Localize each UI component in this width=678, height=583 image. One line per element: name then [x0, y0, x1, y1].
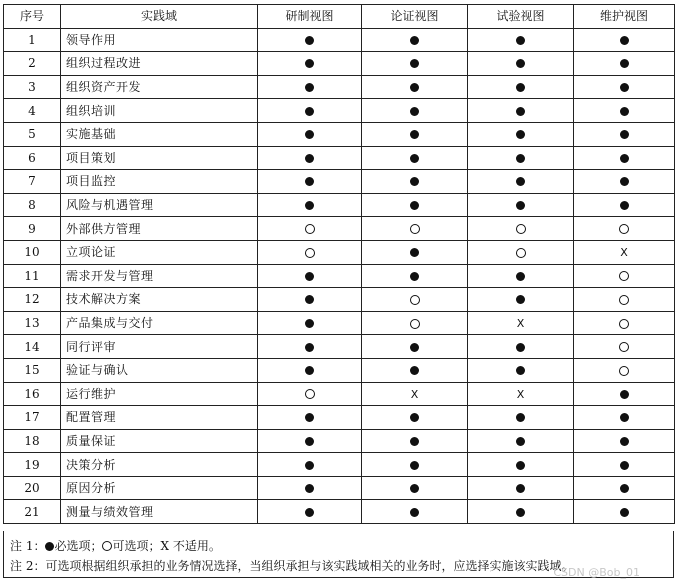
- required-mark-icon: [410, 130, 419, 139]
- mark-cell: [574, 170, 675, 194]
- required-mark-icon: [305, 484, 314, 493]
- required-mark-icon: [410, 461, 419, 470]
- not-applicable-mark: X: [620, 246, 628, 260]
- mark-cell: [258, 311, 362, 335]
- mark-cell: [258, 75, 362, 99]
- not-applicable-mark: X: [410, 387, 419, 401]
- optional-mark-icon: [619, 319, 629, 329]
- mark-cell: [468, 99, 574, 123]
- mark-cell: [468, 240, 574, 264]
- required-mark-icon: [410, 107, 419, 116]
- row-number: 11: [4, 264, 61, 288]
- required-mark-icon: [305, 177, 314, 186]
- table-row: [4, 264, 675, 288]
- required-mark-icon: [516, 36, 525, 45]
- optional-mark-icon: [619, 295, 629, 305]
- mark-cell: [574, 358, 675, 382]
- row-number: 6: [4, 146, 61, 170]
- mark-cell: [258, 193, 362, 217]
- mark-cell: [574, 240, 675, 264]
- practice-domain-name: 组织过程改进: [61, 52, 258, 76]
- optional-mark-icon: [516, 248, 526, 258]
- mark-cell: [258, 122, 362, 146]
- practice-domain-table: [3, 4, 675, 524]
- watermark: CSDN @Bob_01: [553, 566, 640, 579]
- mark-cell: [258, 288, 362, 312]
- required-mark-icon: [620, 177, 629, 186]
- mark-cell: [258, 406, 362, 430]
- mark-cell: [468, 170, 574, 194]
- required-mark-icon: [410, 177, 419, 186]
- required-mark-icon: [410, 484, 419, 493]
- row-number: 21: [4, 500, 61, 524]
- table-row: [4, 476, 675, 500]
- required-mark-icon: [620, 59, 629, 68]
- table-row: [4, 193, 675, 217]
- practice-domain-name: 同行评审: [61, 335, 258, 359]
- mark-cell: [362, 146, 468, 170]
- required-mark-icon: [516, 59, 525, 68]
- table-row: [4, 335, 675, 359]
- mark-cell: [574, 311, 675, 335]
- optional-mark-icon: [410, 295, 420, 305]
- required-mark-icon: [305, 59, 314, 68]
- mark-cell: [362, 52, 468, 76]
- practice-domain-name: 技术解决方案: [61, 288, 258, 312]
- mark-cell: [362, 335, 468, 359]
- required-mark-icon: [410, 437, 419, 446]
- mark-cell: [574, 146, 675, 170]
- row-number: 7: [4, 170, 61, 194]
- required-mark-icon: [516, 366, 525, 375]
- mark-cell: [468, 193, 574, 217]
- optional-mark-icon: [102, 541, 112, 551]
- required-mark-icon: [305, 107, 314, 116]
- required-mark-icon: [516, 83, 525, 92]
- mark-cell: [574, 453, 675, 477]
- mark-cell: [468, 264, 574, 288]
- table-row: [4, 406, 675, 430]
- mark-cell: [362, 170, 468, 194]
- optional-mark-icon: [305, 248, 315, 258]
- mark-cell: [468, 335, 574, 359]
- mark-cell: [362, 429, 468, 453]
- practice-domain-name: 风险与机遇管理: [61, 193, 258, 217]
- row-number: 2: [4, 52, 61, 76]
- row-number: 1: [4, 28, 61, 52]
- header-dev-view: 研制视图: [258, 5, 362, 29]
- table-row: [4, 146, 675, 170]
- required-mark-icon: [305, 154, 314, 163]
- required-mark-icon: [516, 154, 525, 163]
- practice-domain-name: 运行维护: [61, 382, 258, 406]
- mark-cell: [574, 406, 675, 430]
- header-maint-view: 维护视图: [574, 5, 675, 29]
- practice-domain-name: 外部供方管理: [61, 217, 258, 241]
- mark-cell: [362, 500, 468, 524]
- practice-domain-name: 需求开发与管理: [61, 264, 258, 288]
- row-number: 5: [4, 122, 61, 146]
- mark-cell: [468, 146, 574, 170]
- mark-cell: [362, 217, 468, 241]
- required-mark-icon: [620, 201, 629, 210]
- required-mark-icon: [305, 83, 314, 92]
- row-number: 12: [4, 288, 61, 312]
- required-mark-icon: [410, 36, 419, 45]
- mark-cell: [258, 28, 362, 52]
- mark-cell: [362, 382, 468, 406]
- optional-mark-icon: [305, 224, 315, 234]
- note-1-optional: 可选项；X 不适用。: [112, 539, 221, 553]
- mark-cell: [258, 358, 362, 382]
- required-mark-icon: [620, 390, 629, 399]
- required-mark-icon: [620, 437, 629, 446]
- required-mark-icon: [516, 177, 525, 186]
- required-mark-icon: [410, 413, 419, 422]
- mark-cell: [468, 288, 574, 312]
- practice-domain-name: 质量保证: [61, 429, 258, 453]
- mark-cell: [362, 453, 468, 477]
- required-mark-icon: [516, 295, 525, 304]
- required-mark-icon: [410, 343, 419, 352]
- required-mark-icon: [620, 83, 629, 92]
- required-mark-icon: [516, 508, 525, 517]
- optional-mark-icon: [619, 342, 629, 352]
- required-mark-icon: [620, 508, 629, 517]
- required-mark-icon: [516, 201, 525, 210]
- mark-cell: [468, 500, 574, 524]
- mark-cell: [258, 264, 362, 288]
- mark-cell: [468, 476, 574, 500]
- row-number: 3: [4, 75, 61, 99]
- practice-domain-name: 立项论证: [61, 240, 258, 264]
- row-number: 17: [4, 406, 61, 430]
- mark-cell: [258, 453, 362, 477]
- mark-cell: [362, 99, 468, 123]
- required-mark-icon: [305, 295, 314, 304]
- required-mark-icon: [410, 83, 419, 92]
- required-mark-icon: [620, 154, 629, 163]
- practice-domain-name: 领导作用: [61, 28, 258, 52]
- mark-cell: [362, 358, 468, 382]
- table-row: [4, 240, 675, 264]
- required-mark-icon: [620, 461, 629, 470]
- mark-cell: [258, 476, 362, 500]
- mark-cell: [258, 335, 362, 359]
- mark-cell: [362, 122, 468, 146]
- mark-cell: [574, 217, 675, 241]
- table-row: [4, 453, 675, 477]
- table-row: [4, 122, 675, 146]
- required-mark-icon: [410, 366, 419, 375]
- required-mark-icon: [516, 107, 525, 116]
- mark-cell: [574, 75, 675, 99]
- mark-cell: [574, 335, 675, 359]
- mark-cell: [362, 288, 468, 312]
- row-number: 8: [4, 193, 61, 217]
- mark-cell: [258, 429, 362, 453]
- practice-domain-name: 项目监控: [61, 170, 258, 194]
- required-mark-icon: [305, 130, 314, 139]
- mark-cell: [468, 122, 574, 146]
- required-mark-icon: [516, 461, 525, 470]
- table-row: [4, 429, 675, 453]
- practice-domain-name: 测量与绩效管理: [61, 500, 258, 524]
- table-row: [4, 170, 675, 194]
- mark-cell: [574, 429, 675, 453]
- mark-cell: [574, 500, 675, 524]
- practice-domain-name: 组织资产开发: [61, 75, 258, 99]
- header-row: [4, 5, 675, 29]
- optional-mark-icon: [305, 389, 315, 399]
- required-mark-icon: [620, 413, 629, 422]
- table-row: [4, 217, 675, 241]
- note-1-required: 必选项；: [54, 539, 103, 553]
- required-mark-icon: [516, 437, 525, 446]
- required-mark-icon: [516, 272, 525, 281]
- mark-cell: [468, 28, 574, 52]
- mark-cell: [574, 122, 675, 146]
- row-number: 15: [4, 358, 61, 382]
- required-mark-icon: [305, 437, 314, 446]
- mark-cell: [258, 170, 362, 194]
- practice-domain-name: 组织培训: [61, 99, 258, 123]
- practice-domain-name: 决策分析: [61, 453, 258, 477]
- required-mark-icon: [410, 154, 419, 163]
- row-number: 9: [4, 217, 61, 241]
- table-row: [4, 311, 675, 335]
- required-mark-icon: [620, 36, 629, 45]
- table-row: [4, 382, 675, 406]
- required-mark-icon: [620, 107, 629, 116]
- table-row: [4, 500, 675, 524]
- not-applicable-mark: X: [516, 317, 525, 331]
- practice-domain-name: 项目策划: [61, 146, 258, 170]
- mark-cell: [574, 476, 675, 500]
- required-mark-icon: [410, 508, 419, 517]
- required-mark-icon: [305, 272, 314, 281]
- row-number: 20: [4, 476, 61, 500]
- header-seq: 序号: [4, 5, 61, 29]
- not-applicable-mark: X: [516, 387, 525, 401]
- row-number: 13: [4, 311, 61, 335]
- mark-cell: [468, 52, 574, 76]
- note-1: [10, 536, 667, 556]
- mark-cell: [468, 358, 574, 382]
- row-number: 14: [4, 335, 61, 359]
- required-mark-icon: [305, 508, 314, 517]
- mark-cell: [468, 429, 574, 453]
- mark-cell: [362, 311, 468, 335]
- mark-cell: [574, 382, 675, 406]
- mark-cell: [574, 28, 675, 52]
- mark-cell: [258, 500, 362, 524]
- required-mark-icon: [305, 319, 314, 328]
- optional-mark-icon: [516, 224, 526, 234]
- mark-cell: [574, 99, 675, 123]
- table-row: [4, 75, 675, 99]
- note-2: 注 2：可选项根据组织承担的业务情况选择，当组织承担与该实践域相关的业务时，应选择实施该实践域。: [10, 559, 574, 573]
- optional-mark-icon: [410, 319, 420, 329]
- header-domain: 实践域: [61, 5, 258, 29]
- row-number: 19: [4, 453, 61, 477]
- required-mark-icon: [410, 248, 419, 257]
- required-mark-icon: [305, 36, 314, 45]
- mark-cell: [258, 99, 362, 123]
- mark-cell: [362, 28, 468, 52]
- mark-cell: [574, 52, 675, 76]
- required-mark-icon: [516, 413, 525, 422]
- row-number: 16: [4, 382, 61, 406]
- required-mark-icon: [516, 130, 525, 139]
- table-row: [4, 52, 675, 76]
- mark-cell: [258, 146, 362, 170]
- table-row: [4, 99, 675, 123]
- mark-cell: [258, 240, 362, 264]
- mark-cell: [362, 193, 468, 217]
- practice-domain-name: 产品集成与交付: [61, 311, 258, 335]
- required-mark-icon: [410, 59, 419, 68]
- mark-cell: [258, 382, 362, 406]
- mark-cell: [362, 476, 468, 500]
- mark-cell: [574, 288, 675, 312]
- required-mark-icon: [516, 343, 525, 352]
- required-mark-icon: [516, 484, 525, 493]
- practice-domain-name: 原因分析: [61, 476, 258, 500]
- header-demo-view: 论证视图: [362, 5, 468, 29]
- row-number: 4: [4, 99, 61, 123]
- mark-cell: [468, 406, 574, 430]
- mark-cell: [468, 75, 574, 99]
- optional-mark-icon: [619, 271, 629, 281]
- note-1-prefix: 注 1：: [10, 539, 46, 553]
- mark-cell: [468, 453, 574, 477]
- mark-cell: [468, 311, 574, 335]
- header-test-view: 试验视图: [468, 5, 574, 29]
- table-row: [4, 358, 675, 382]
- required-mark-icon: [410, 272, 419, 281]
- optional-mark-icon: [410, 224, 420, 234]
- practice-domain-name: 验证与确认: [61, 358, 258, 382]
- required-mark-icon: [410, 201, 419, 210]
- mark-cell: [362, 240, 468, 264]
- row-number: 10: [4, 240, 61, 264]
- practice-domain-name: 实施基础: [61, 122, 258, 146]
- table-row: [4, 28, 675, 52]
- required-mark-icon: [305, 461, 314, 470]
- practice-domain-name: 配置管理: [61, 406, 258, 430]
- optional-mark-icon: [619, 224, 629, 234]
- required-mark-icon: [620, 130, 629, 139]
- mark-cell: [258, 217, 362, 241]
- mark-cell: [574, 193, 675, 217]
- mark-cell: [362, 264, 468, 288]
- required-mark-icon: [305, 413, 314, 422]
- mark-cell: [574, 264, 675, 288]
- required-mark-icon: [305, 343, 314, 352]
- mark-cell: [468, 382, 574, 406]
- required-mark-icon: [620, 484, 629, 493]
- required-mark-icon: [305, 366, 314, 375]
- table-row: [4, 288, 675, 312]
- mark-cell: [362, 75, 468, 99]
- mark-cell: [468, 217, 574, 241]
- mark-cell: [362, 406, 468, 430]
- optional-mark-icon: [619, 366, 629, 376]
- mark-cell: [258, 52, 362, 76]
- row-number: 18: [4, 429, 61, 453]
- required-mark-icon: [305, 201, 314, 210]
